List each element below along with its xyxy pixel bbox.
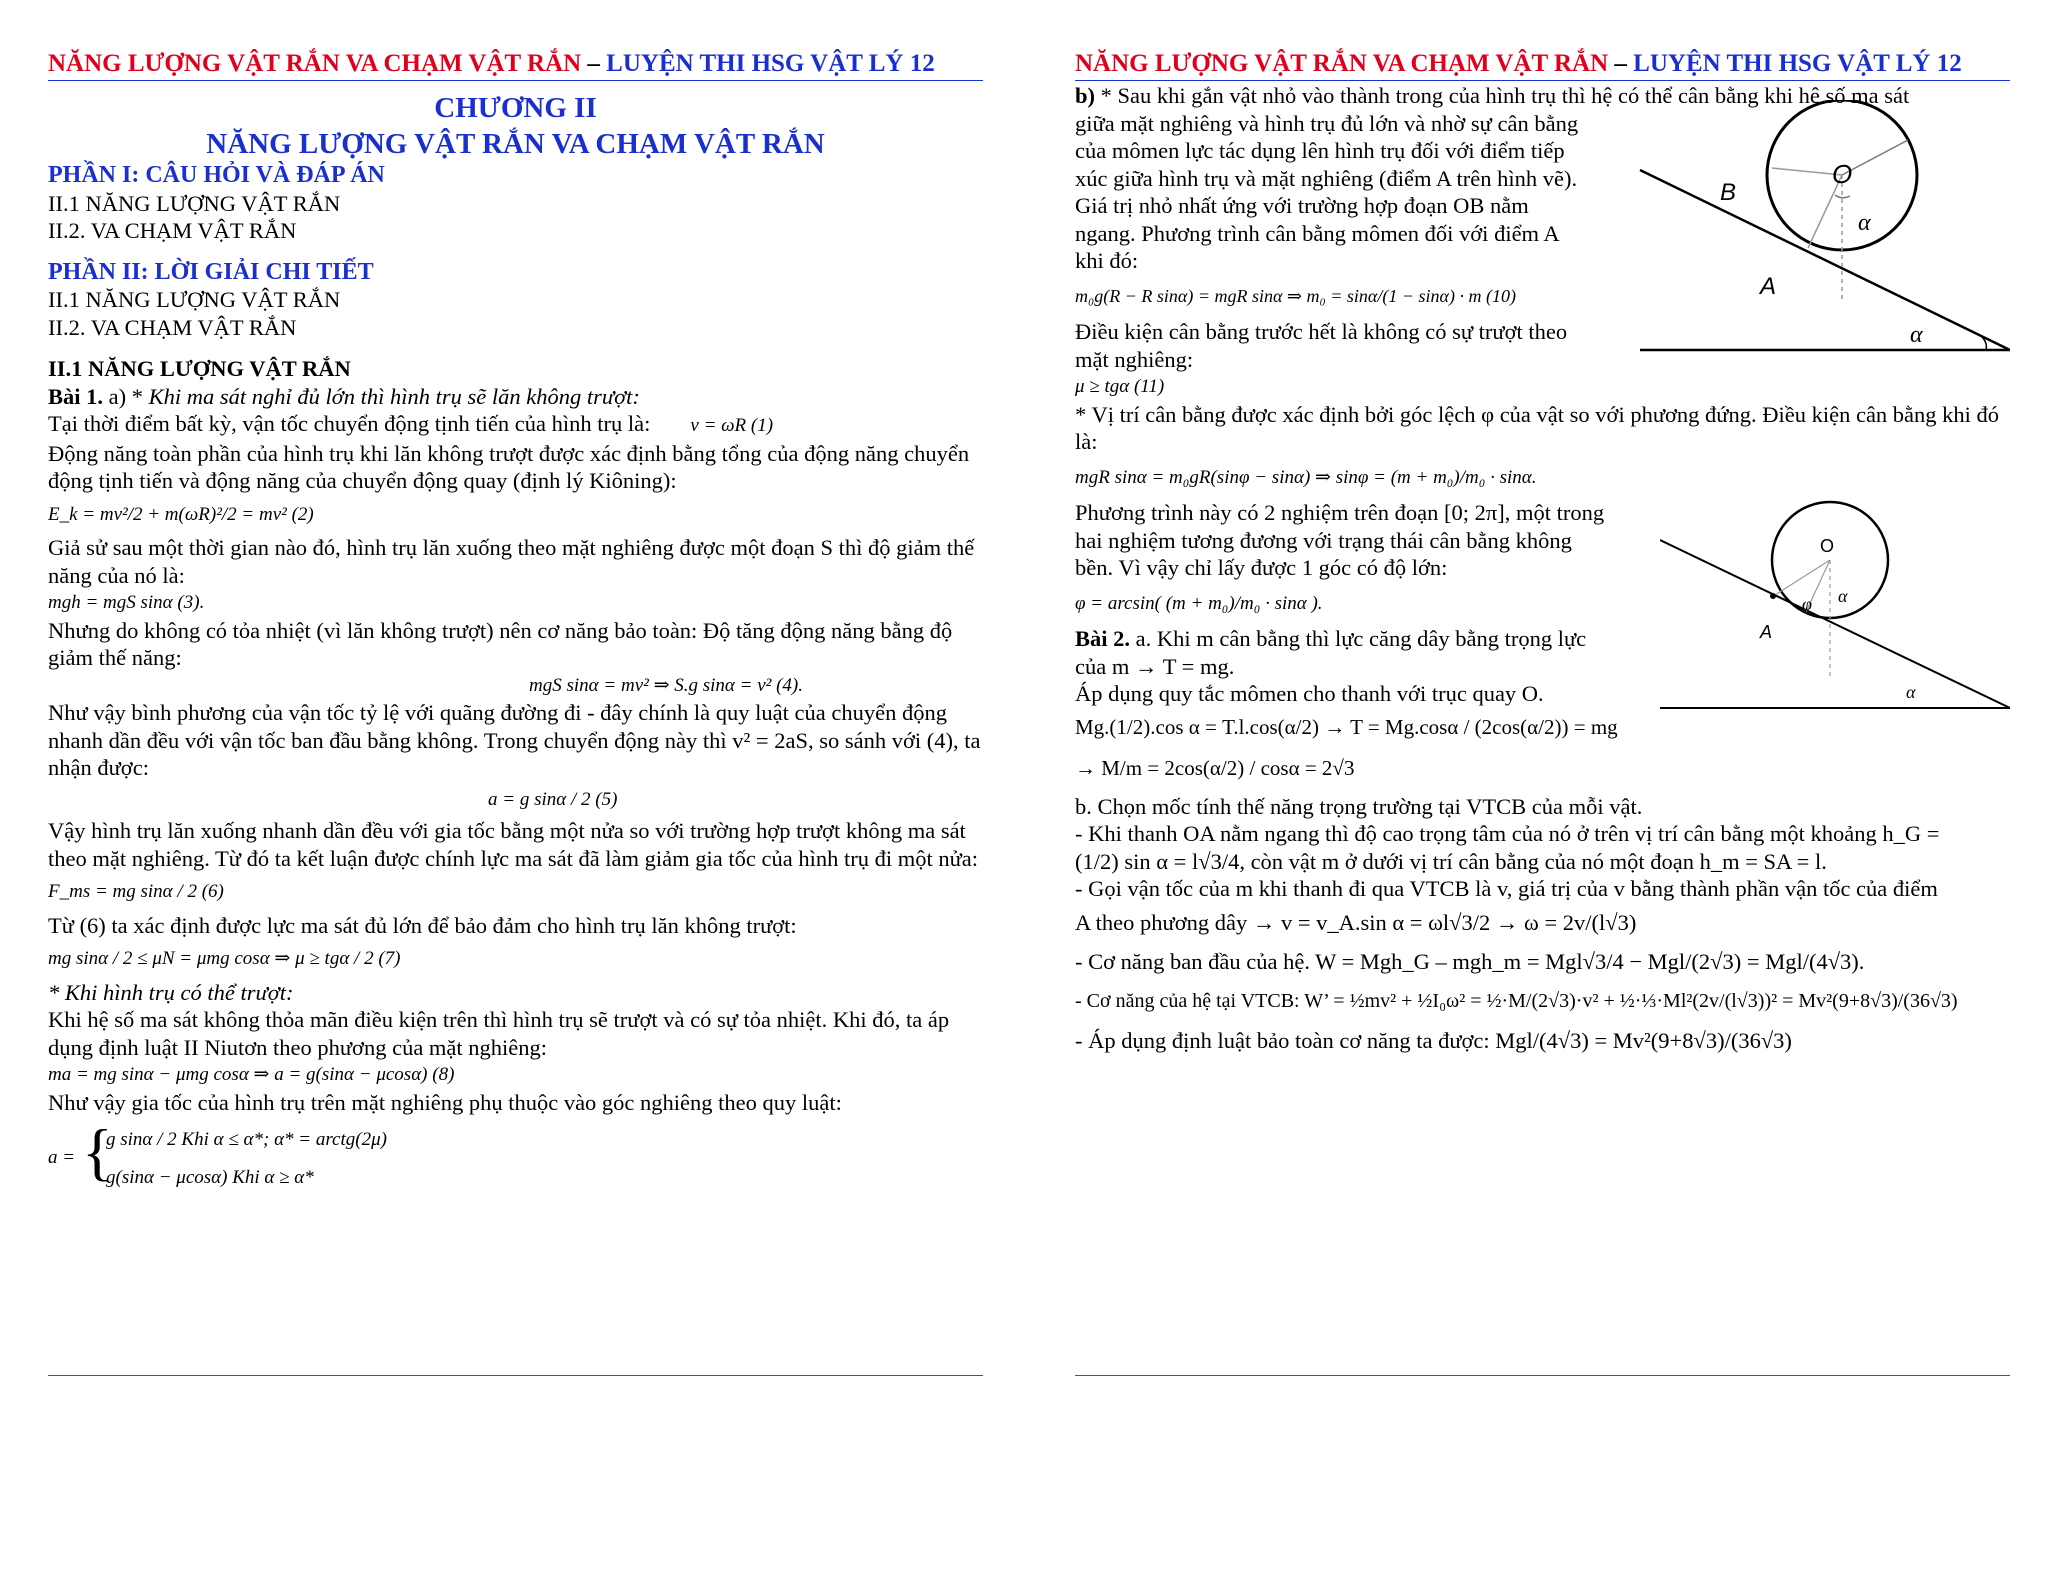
mass-dot — [1770, 593, 1776, 599]
footer-rule — [48, 1375, 983, 1376]
paragraph: - Áp dụng định luật bảo toàn cơ năng ta được: Mgl/(4√3) = Mv²(9+8√3)/(36√3) — [1075, 1028, 1792, 1053]
paragraph: Giả sử sau một thời gian nào đó, hình trụ lăn xuống theo mặt nghiêng được một đoạn S thì độ giảm thế năng của nó là: — [48, 535, 975, 588]
header-dash: – — [1608, 50, 1634, 77]
equation: F_ms = mg sinα / 2 (6) — [48, 881, 224, 902]
footer-rule — [1075, 1375, 2010, 1376]
header-topic: NĂNG LƯỢNG VẬT RẮN VA CHẠM VẬT RẮN — [1075, 50, 1609, 77]
equation: m₀g(R − R sinα) = mgR sinα ⇒ m₀ = sinα/(1 − sinα) · m (10) — [1075, 285, 1516, 306]
header-course: LUYỆN THI HSG VẬT LÝ 12 — [606, 50, 935, 77]
part2-heading: PHẦN II: LỜI GIẢI CHI TIẾT — [48, 258, 374, 285]
paragraph: * Vị trí cân bằng được xác định bởi góc lệch φ của vật so với phương đứng. Điều kiện cân bằng khi đó là: — [1075, 401, 2000, 454]
label-alpha-base: α — [1906, 682, 1916, 702]
label-A: A — [1760, 622, 1773, 642]
paragraph: giữa mặt nghiêng và hình trụ đủ lớn và nhờ sự cân bằng của mômen lực tác dụng lên hình trụ đối với điểm tiếp xúc giữa hình trụ và mặt nghiêng (điểm A trên hình vẽ). — [1075, 110, 1579, 191]
section-heading: II.1 NĂNG LƯỢNG VẬT RẮN — [48, 356, 351, 381]
part1-heading: PHẦN I: CÂU HỎI VÀ ĐÁP ÁN — [48, 162, 385, 188]
paragraph: Giá trị nhỏ nhất ứng với trường hợp đoạn OB nằm ngang. Phương trình cân bằng mômen đối với điểm A khi đó: — [1075, 193, 1559, 273]
equation: v = ωR (1) — [690, 415, 774, 436]
figure-incline-cylinder-1 — [1610, 100, 2010, 370]
brace: { — [82, 1116, 113, 1187]
label-O: O — [1820, 536, 1835, 556]
paragraph: Từ (6) ta xác định được lực ma sát đủ lớn để bảo đảm cho hình trụ lăn không trượt: — [48, 912, 797, 938]
paragraph: Vậy hình trụ lăn xuống nhanh dần đều với gia tốc bằng một nửa so với trường hợp trượt không ma sát theo mặt nghiêng. Từ đó ta kết luận được chính lực ma sát đã làm giảm gia tốc của hình trụ đi một nửa: — [48, 818, 979, 871]
label-A: A — [1760, 273, 1777, 300]
toc-item: II.2. VA CHẠM VẬT RẮN — [48, 218, 297, 243]
left-page — [48, 0, 983, 1400]
paragraph: * Khi hình trụ có thể trượt: — [48, 979, 294, 1005]
left-body — [48, 82, 983, 1194]
paragraph: Bài 2. a. Khi m cân bằng thì lực căng dây bằng trọng lực của m → T = mg. — [1075, 626, 1587, 679]
equation: mgh = mgS sinα (3). — [48, 592, 205, 613]
paragraph: Điều kiện cân bằng trước hết là không có sự trượt theo mặt nghiêng: — [1075, 319, 1568, 372]
paragraph: (1/2) sin α = l√3/4, còn vật m ở dưới vị trí cân bằng của nó một đoạn h_m = SA = l. — [1075, 848, 1827, 874]
toc-item: II.2. VA CHẠM VẬT RẮN — [48, 314, 297, 340]
paragraph: Khi hệ số ma sát không thỏa mãn điều kiện trên thì hình trụ sẽ trượt và có sự tỏa nhiệt. Khi đó, ta áp dụng định luật II Niutơn theo phương của mặt nghiêng: — [48, 1007, 950, 1060]
label-alpha-base: α — [1910, 322, 1923, 348]
page-header — [1075, 50, 2010, 78]
chapter-title: NĂNG LƯỢNG VẬT RẮN VA CHẠM VẬT RẮN — [206, 128, 825, 160]
toc-item: II.1 NĂNG LƯỢNG VẬT RẮN — [48, 190, 341, 216]
equation: φ = arcsin( (m + m₀)/m₀ · sinα ). — [1075, 592, 1323, 614]
paragraph: - Khi thanh OA nằm ngang thì độ cao trọng tâm của nó ở trên vị trí cân bằng một khoảng h_G = — [1075, 821, 1940, 846]
bai1-intro: Bài 1. a) * Khi ma sát nghỉ đủ lớn thì hình trụ sẽ lăn không trượt: — [48, 383, 640, 409]
right-page — [1075, 0, 2010, 1400]
chapter-number: CHƯƠNG II — [434, 92, 597, 124]
piecewise-equation: a = { g sinα / 2 Khi α ≤ α*; α* = arctg(2μ) g(sinα − μcosα) Khi α ≥ α* — [48, 1116, 387, 1188]
paragraph: Áp dụng quy tắc mômen cho thanh với trục quay O. — [1075, 681, 1544, 706]
paragraph: - Cơ năng ban đầu của hệ. W = Mgh_G – mgh_m = Mgl√3/4 − Mgl/(2√3) = Mgl/(4√3). — [1075, 949, 1865, 974]
paragraph: - Gọi vận tốc của m khi thanh đi qua VTCB là v, giá trị của v bằng thành phần vận tốc của điểm — [1075, 876, 1938, 901]
toc-item: II.1 NĂNG LƯỢNG VẬT RẮN — [48, 287, 341, 312]
narrow-column — [1075, 110, 1585, 401]
label-B: B — [1720, 179, 1737, 206]
page-header — [48, 50, 983, 78]
paragraph: Nhưng do không có tỏa nhiệt (vì lăn không trượt) nên cơ năng bảo toàn: Độ tăng động năng bằng độ giảm thế năng: — [48, 617, 953, 670]
paragraph: - Cơ năng của hệ tại VTCB: W’ = ½mv² + ½I₀ω² = ½·M/(2√3)·v² + ½·⅓·Ml²(2v/(l√3))² = Mv²(9+8√3)/(36√3) — [1075, 989, 1958, 1012]
paragraph: b) * Sau khi gắn vật nhỏ vào thành trong của hình trụ thì hệ có thể cân bằng khi hệ số ma sát — [1075, 83, 1910, 108]
narrow-column — [1075, 499, 1615, 680]
equation: ma = mg sinα − μmg cosα ⇒ a = g(sinα − μcosα) (8) — [48, 1064, 455, 1085]
paragraph: A theo phương dây → v = v_A.sin α = ωl√3/2 → ω = 2v/(l√3) — [1075, 909, 1637, 935]
equation: a = g sinα / 2 (5) — [488, 788, 618, 810]
header-topic: NĂNG LƯỢNG VẬT RẮN VA CHẠM VẬT RẮN — [48, 50, 582, 77]
incline-line — [1640, 170, 2010, 350]
incline-line — [1660, 540, 2010, 708]
equation: E_k = mv²/2 + m(ωR)²/2 = mv² (2) — [48, 503, 314, 525]
angle-arc — [1835, 195, 1850, 198]
equation: mgR sinα = m₀gR(sinφ − sinα) ⇒ sinφ = (m + m₀)/m₀ · sinα. — [1075, 466, 1537, 488]
equation: μ ≥ tgα (11) — [1075, 376, 1165, 397]
bai1-label: Bài 1. — [48, 383, 104, 409]
label-alpha: α — [1838, 586, 1848, 606]
equation: Mg.(1/2).cos α = T.l.cos(α/2) → T = Mg.cosα / (2cos(α/2)) = mg — [1075, 714, 1618, 739]
figure-incline-cylinder-2 — [1660, 500, 2010, 720]
paragraph: Như vậy gia tốc của hình trụ trên mặt nghiêng phụ thuộc vào góc nghiêng theo quy luật: — [48, 1089, 842, 1115]
equation: → M/m = 2cos(α/2) / cosα = 2√3 — [1075, 756, 1355, 780]
paragraph: b. Chọn mốc tính thế năng trọng trường tại VTCB của mỗi vật. — [1075, 793, 1643, 819]
header-course: LUYỆN THI HSG VẬT LÝ 12 — [1633, 50, 1962, 77]
paragraph: Phương trình này có 2 nghiệm trên đoạn [0; 2π], một trong hai nghiệm tương đương với trạng thái cân bằng không bền. Vì vậy chỉ lấy được 1 góc có độ lớn: — [1075, 500, 1605, 580]
header-dash: – — [581, 50, 607, 77]
label-O: O — [1832, 159, 1853, 189]
label-alpha: α — [1858, 210, 1871, 236]
equation: mg sinα / 2 ≤ μN = μmg cosα ⇒ μ ≥ tgα / 2 (7) — [48, 948, 401, 969]
header-rule — [1075, 80, 2010, 81]
header-rule — [48, 80, 983, 81]
label-phi: φ — [1802, 594, 1812, 614]
paragraph: Như vậy bình phương của vận tốc tỷ lệ với quãng đường đi - đây chính là quy luật của chuyển động nhanh dần đều với vận tốc ban đầu bằng không. Trong chuyển động này thì v² = 2aS, so sánh với (4), ta nhận được: — [48, 700, 981, 780]
equation: mgS sinα = mv² ⇒ S.g sinα = v² (4). — [529, 674, 803, 696]
paragraph: Động năng toàn phần của hình trụ khi lăn không trượt được xác định bằng tổng của động năng chuyển động tịnh tiến và động năng của chuyển động quay (định lý Kiôning): — [48, 440, 970, 493]
paragraph: Tại thời điểm bất kỳ, vận tốc chuyển động tịnh tiến của hình trụ là: v = ωR (1) — [48, 411, 774, 436]
